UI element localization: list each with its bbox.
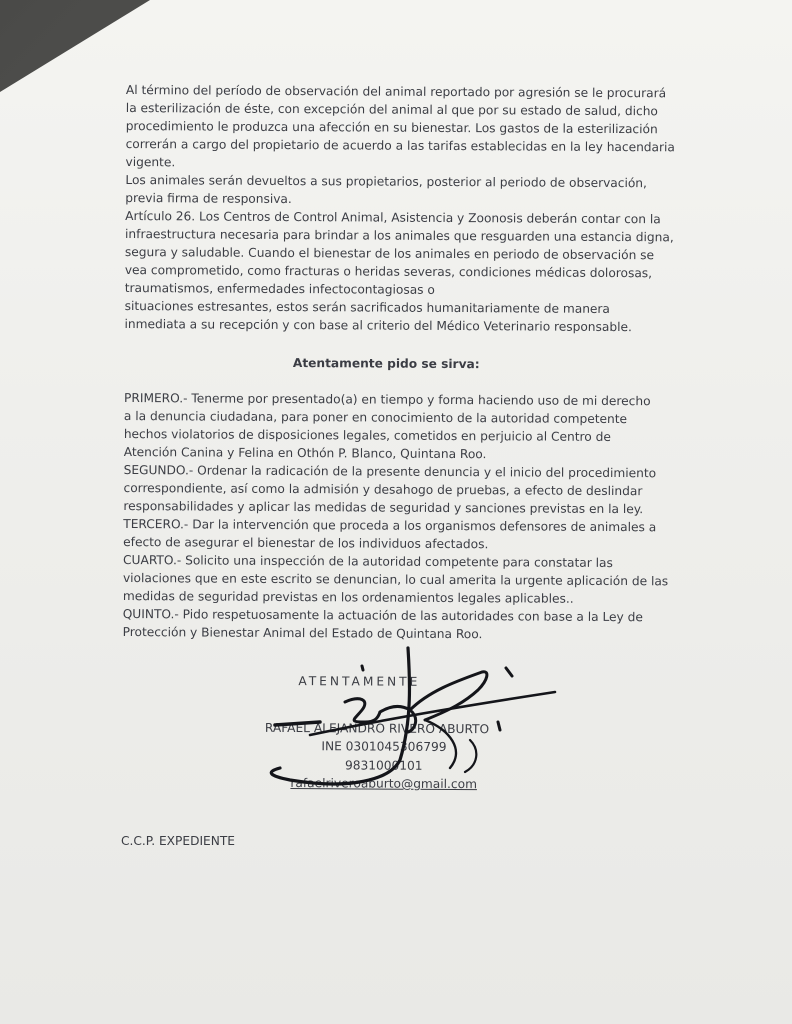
text-line: correspondiente, así como la admisión y desahogo de pruebas, a efecto de deslindar xyxy=(123,480,643,499)
text-line: Al término del período de observación del animal reportado por agresión se le procurará xyxy=(125,82,667,101)
text-line: infraestructura necesaria para brindar a los animales que resguarden una estancia digna, xyxy=(125,226,674,245)
signer-ine: INE 0301045306799 xyxy=(321,739,447,754)
closing-text: ATENTAMENTE xyxy=(298,674,421,689)
signer-phone: 9831000101 xyxy=(345,757,423,773)
petition-tercero xyxy=(123,515,657,554)
text-line: vea comprometido, como fracturas o heridas severas, condiciones médicas dolorosas, xyxy=(124,262,653,281)
text-line: situaciones estresantes, estos serán sacrificados humanitariamente de manera xyxy=(124,298,610,316)
text-line: inmediata a su recepción y con base al criterio del Médico Veterinario responsable. xyxy=(124,316,632,335)
text-line: responsabilidades y aplicar las medidas de seguridad y sanciones previstas en la ley. xyxy=(123,498,644,517)
paragraph-articulo-26 xyxy=(124,207,674,336)
text-line: correrán a cargo del propietario de acuerdo a las tarifas establecidas en la ley hacendaria xyxy=(125,136,675,155)
ccp-expediente: C.C.P. EXPEDIENTE xyxy=(121,834,236,848)
paragraph-esterilizacion xyxy=(125,81,675,174)
petition-quinto xyxy=(123,605,647,644)
text-line: efecto de asegurar el bienestar de los individuos afectados. xyxy=(123,534,489,552)
text-line: a la denuncia ciudadana, para poner en conocimiento de la autoridad competente xyxy=(123,408,628,427)
text-line: procedimiento le produzca una afección en su bienestar. Los gastos de la esterilización xyxy=(125,118,658,137)
text-line: medidas de seguridad previstas en los ordenamientos legales aplicables.. xyxy=(122,588,574,606)
text-line: violaciones que en este escrito se denuncian, lo cual amerita la urgente aplicación de las xyxy=(122,570,669,589)
text-line: TERCERO.- Dar la intervención que proceda a los organismos defensores de animales a xyxy=(123,516,657,535)
text-line: traumatismos, enfermedades infectocontagiosas o xyxy=(124,280,435,297)
text-line: la esterilización de éste, con excepción del animal al que por su estado de salud, dicho xyxy=(125,100,658,119)
signer-email: rafaelriveroaburto@gmail.com xyxy=(290,776,478,792)
signer-name: RAFAEL ALEJANDRO RIVERO ABURTO xyxy=(264,720,490,736)
text-line: previa firma de responsiva. xyxy=(125,190,292,207)
text-line: hechos violatorios de disposiciones legales, cometidos en perjuicio al Centro de xyxy=(123,426,611,444)
text-line: Atención Canina y Felina en Othón P. Blanco, Quintana Roo. xyxy=(123,444,487,462)
text-line: QUINTO.- Pido respetuosamente la actuación de las autoridades con base a la Ley de xyxy=(122,606,643,625)
paragraph-devolucion xyxy=(125,171,649,210)
handwritten-signature xyxy=(250,640,570,800)
petition-cuarto xyxy=(122,551,669,608)
petition-segundo xyxy=(123,461,657,518)
text-line: Protección y Bienestar Animal del Estado de Quintana Roo. xyxy=(122,624,483,642)
section-heading: Atentamente pido se sirva: xyxy=(292,356,480,372)
petition-primero xyxy=(123,389,651,464)
text-line: Los animales serán devueltos a sus propietarios, posterior al periodo de observación, xyxy=(125,172,647,191)
text-line: segura y saludable. Cuando el bienestar de los animales en periodo de observación se xyxy=(124,244,655,263)
text-line: PRIMERO.- Tenerme por presentado(a) en tiempo y forma haciendo uso de mi derecho xyxy=(124,390,651,409)
text-line: Artículo 26. Los Centros de Control Animal, Asistencia y Zoonosis deberán contar con la xyxy=(125,208,661,227)
text-line: SEGUNDO.- Ordenar la radicación de la presente denuncia y el inicio del procedimiento xyxy=(123,462,657,481)
text-line: CUARTO.- Solicito una inspección de la autoridad competente para constatar las xyxy=(123,552,613,570)
text-line: vigente. xyxy=(125,154,176,170)
